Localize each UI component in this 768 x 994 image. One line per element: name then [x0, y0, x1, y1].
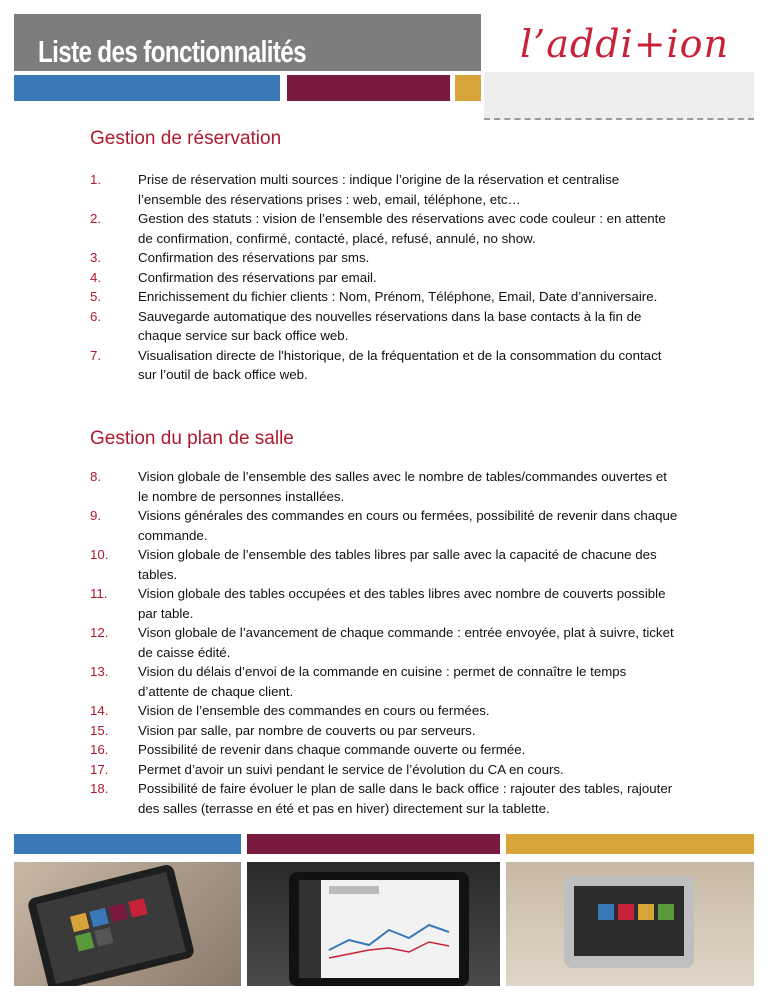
list-item — [90, 467, 680, 506]
item-number: 13. — [90, 664, 109, 679]
list-item — [90, 307, 680, 346]
item-number: 12. — [90, 625, 109, 640]
stripe-gold — [455, 75, 481, 101]
item-number: 7. — [90, 347, 102, 363]
item-number: 2. — [90, 211, 102, 226]
list-item — [90, 287, 680, 307]
item-text: Vison globale de l’avancement de chaque commande : entrée envoyée, plat à suivre, ticket de caisse édité. — [138, 625, 674, 660]
item-text: Vision globale de l’ensemble des tables libres par salle avec la capacité de chacune des tables. — [138, 547, 657, 582]
list-item — [90, 268, 680, 288]
item-text: Possibilité de revenir dans chaque commande ouverte ou fermée. — [138, 742, 526, 757]
bottom-stripe-blue — [14, 834, 241, 854]
list-item — [90, 584, 680, 623]
item-text: Prise de réservation multi sources : indique l’origine de la réservation et centralise l’ensemble des réservations prises : web, email, téléphone, etc… — [138, 172, 620, 207]
item-number: 15. — [90, 722, 109, 738]
list-item — [90, 701, 680, 721]
list-item — [90, 170, 680, 209]
list-item — [90, 779, 680, 818]
list-item — [90, 545, 680, 584]
item-number: 3. — [90, 250, 102, 265]
tablet-photo-center — [247, 862, 500, 986]
item-text: Vision du délais d’envoi de la commande en cuisine : permet de connaître le temps d’attente de chaque client. — [138, 664, 627, 699]
brand-logo: l’addi+ion — [520, 22, 730, 66]
item-number: 14. — [90, 703, 109, 718]
item-text: Vision de l’ensemble des commandes en cours ou fermées. — [138, 703, 490, 718]
list-item — [90, 721, 680, 741]
item-number: 11. — [90, 586, 108, 601]
title-banner — [14, 14, 481, 71]
item-text: Visualisation directe de l'historique, de la fréquentation et de la consommation du contact sur l’outil de back office web. — [138, 347, 662, 382]
item-text: Vision globale des tables occupées et des tables libres avec nombre de couverts possible par table. — [138, 586, 666, 621]
item-number: 18. — [90, 781, 109, 796]
item-text: Enrichissement du fichier clients : Nom, Prénom, Téléphone, Email, Date d’anniversaire. — [138, 289, 658, 304]
item-text: Confirmation des réservations par email. — [138, 269, 377, 285]
item-number: 5. — [90, 289, 102, 304]
item-number: 17. — [90, 761, 109, 777]
list-item — [90, 248, 680, 268]
list-item — [90, 209, 680, 248]
list-item — [90, 662, 680, 701]
item-number: 8. — [90, 469, 102, 484]
list-item — [90, 506, 680, 545]
item-text: Possibilité de faire évoluer le plan de salle dans le back office : rajouter des tables, rajouter des salles (terrasse en été et pas en hiver) directement sur la tablette. — [138, 781, 673, 816]
section-title-floor-plan: Gestion du plan de salle — [90, 428, 294, 449]
item-text: Vision par salle, par nombre de couverts ou par serveurs. — [138, 722, 476, 738]
item-number: 1. — [90, 172, 102, 187]
stripe-maroon — [287, 75, 450, 101]
page-title: Liste des fonctionnalités — [38, 34, 306, 69]
stripe-blue — [14, 75, 280, 101]
tablet-photo-left — [14, 862, 241, 986]
item-number: 16. — [90, 742, 109, 757]
bottom-stripe-maroon — [247, 834, 500, 854]
reservation-feature-list — [90, 170, 680, 385]
torn-paper-decoration — [484, 72, 754, 120]
section-title-reservation: Gestion de réservation — [90, 128, 282, 149]
item-number: 10. — [90, 547, 109, 562]
item-text: Sauvegarde automatique des nouvelles réservations dans la base contacts à la fin de chaque service sur back office web. — [138, 308, 642, 343]
floor-plan-feature-list — [90, 467, 680, 818]
item-number: 9. — [90, 508, 102, 523]
line-chart-illustration — [299, 880, 459, 978]
list-item — [90, 760, 680, 780]
item-number: 4. — [90, 269, 102, 285]
tablet-photo-right — [506, 862, 754, 986]
list-item — [90, 740, 680, 760]
item-text: Vision globale de l’ensemble des salles avec le nombre de tables/commandes ouvertes et le nombre de personnes installées. — [138, 469, 667, 504]
list-item — [90, 346, 680, 385]
item-text: Permet d’avoir un suivi pendant le service de l’évolution du CA en cours. — [138, 761, 564, 777]
item-text: Gestion des statuts : vision de l’ensemble des réservations avec code couleur : en attente de confirmation, confirmé, contacté, placé, refusé, annulé, no show. — [138, 211, 666, 246]
bottom-stripe-gold — [506, 834, 754, 854]
item-text: Visions générales des commandes en cours ou fermées, possibilité de revenir dans chaque commande. — [138, 508, 678, 543]
list-item — [90, 623, 680, 662]
item-number: 6. — [90, 308, 102, 324]
item-text: Confirmation des réservations par sms. — [138, 250, 370, 265]
